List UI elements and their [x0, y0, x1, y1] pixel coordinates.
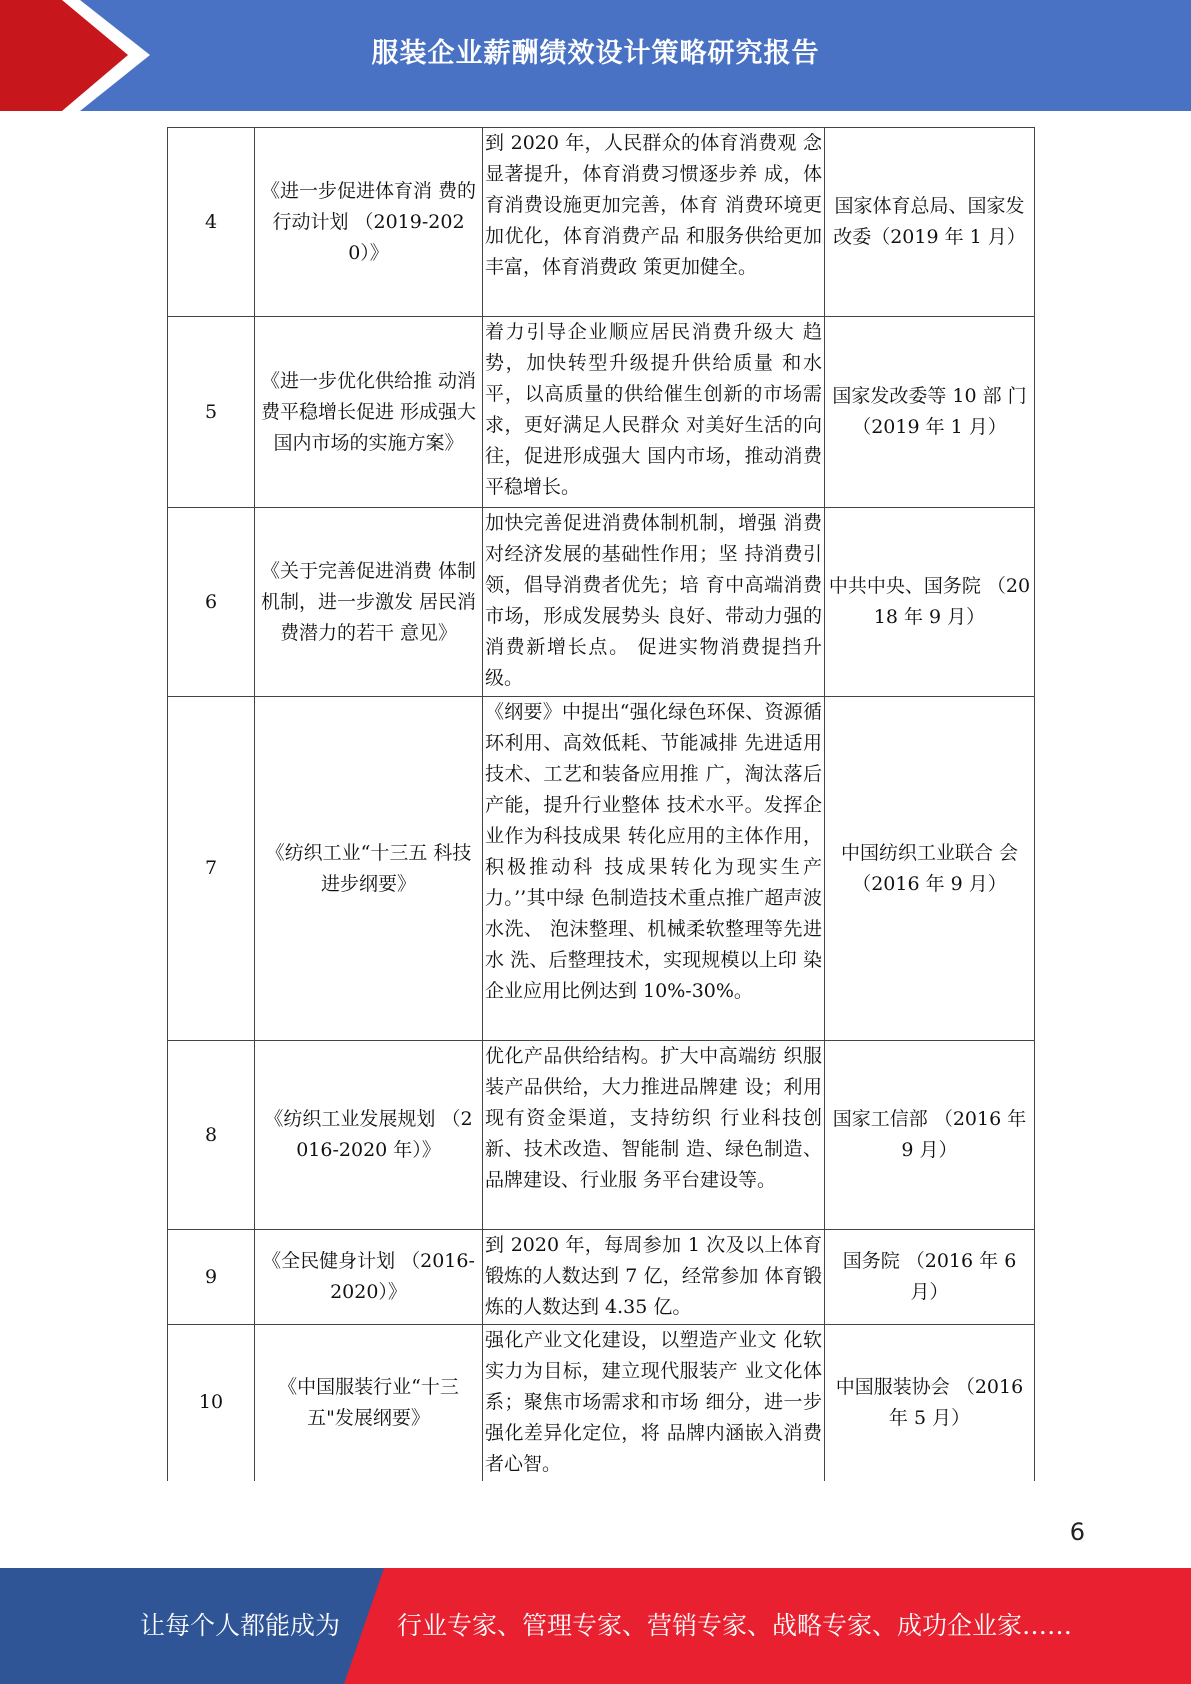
- policy-name: 《纺织工业“十三五 科技进步纲要》: [255, 697, 483, 1041]
- footer-slogan-left: 让每个人都能成为: [140, 1611, 341, 1640]
- page-header: [0, 0, 1191, 111]
- page-footer: [0, 1568, 1191, 1684]
- footer-slogan-right: 行业专家、管理专家、营销专家、战略专家、成功企业家……: [397, 1611, 1073, 1640]
- policy-content: 强化产业文化建设，以塑造产业文 化软实力为目标，建立现代服装产 业文化体系；聚焦市场需求和市场 细分，进一步强化差异化定位，将 品牌内涵嵌入消费者心智。: [483, 1325, 825, 1481]
- policy-name: 《纺织工业发展规划 （2016-2020 年）》: [255, 1041, 483, 1230]
- policy-issuer: 中共中央、国务院 （2018 年 9 月）: [825, 508, 1035, 697]
- policy-content: 到 2020 年，人民群众的体育消费观 念显著提升，体育消费习惯逐步养 成，体育消费设施更加完善，体育 消费环境更加优化，体育消费产品 和服务供给更加丰富，体育消费政 策更加健全。: [483, 128, 825, 317]
- policy-issuer: 中国纺织工业联合 会 （2016 年 9 月）: [825, 697, 1035, 1041]
- row-number: 9: [168, 1230, 255, 1325]
- table-row: [168, 1230, 1035, 1325]
- policy-content: 加快完善促进消费体制机制，增强 消费对经济发展的基础性作用；坚 持消费引领，倡导消费者优先；培 育中高端消费市场，形成发展势头 良好、带动力强的消费新增长点。 促进实物消费提挡升级。: [483, 508, 825, 697]
- policy-content: 着力引导企业顺应居民消费升级大 趋势，加快转型升级提升供给质量 和水平，以高质量的供给催生创新的市场需求，更好满足人民群众 对美好生活的向往，促进形成强大 国内市场，推动消费平稳增长。: [483, 317, 825, 508]
- row-number: 10: [168, 1325, 255, 1481]
- table-row: [168, 128, 1035, 317]
- policy-content: 到 2020 年，每周参加 1 次及以上体育锻炼的人数达到 7 亿，经常参加 体育锻炼的人数达到 4.35 亿。: [483, 1230, 825, 1325]
- row-number: 5: [168, 317, 255, 508]
- policy-issuer: 中国服装协会 （2016 年 5 月）: [825, 1325, 1035, 1481]
- table-row: [168, 1041, 1035, 1230]
- row-number: 8: [168, 1041, 255, 1230]
- table-row: [168, 508, 1035, 697]
- policy-name: 《中国服装行业“十三 五"发展纲要》: [255, 1325, 483, 1481]
- table-row: [168, 697, 1035, 1041]
- policy-issuer: 国家发改委等 10 部 门 （2019 年 1 月）: [825, 317, 1035, 508]
- row-number: 6: [168, 508, 255, 697]
- page-number: 6: [1069, 1518, 1085, 1546]
- table-row: [168, 317, 1035, 508]
- policy-issuer: 国家工信部 （2016 年 9 月）: [825, 1041, 1035, 1230]
- policy-name: 《进一步促进体育消 费的行动计划 （2019-2020）》: [255, 128, 483, 317]
- policy-issuer: 国务院 （2016 年 6 月）: [825, 1230, 1035, 1325]
- policy-issuer: 国家体育总局、国家发改委（2019 年 1 月）: [825, 128, 1035, 317]
- row-number: 7: [168, 697, 255, 1041]
- policy-name: 《进一步优化供给推 动消费平稳增长促进 形成强大国内市场的实施方案》: [255, 317, 483, 508]
- policy-table: [167, 127, 1035, 1481]
- policy-name: 《全民健身计划 （2016-2020）》: [255, 1230, 483, 1325]
- policy-name: 《关于完善促进消费 体制机制，进一步激发 居民消费潜力的若干 意见》: [255, 508, 483, 697]
- header-arrow-decoration: [0, 0, 160, 111]
- policy-content: 优化产品供给结构。扩大中高端纺 织服装产品供给，大力推进品牌建 设；利用现有资金渠道，支持纺织 行业科技创新、技术改造、智能制 造、绿色制造、品牌建设、行业服 务平台建设等。: [483, 1041, 825, 1230]
- policy-content: 《纲要》中提出“强化绿色环保、资源循环利用、高效低耗、节能减排 先进适用技术、工艺和装备应用推 广，淘汰落后产能，提升行业整体 技术水平。发挥企业作为科技成果 转化应用的主体作用，积极推动科 技成果转化为现实生产力。’’其中绿 色制造技术重点推广超声波水洗、 泡沫整理、机械柔软整理等先进水 洗、后整理技术，实现规模以上印 染企业应用比例达到 10%-30%。: [483, 697, 825, 1041]
- table-row: [168, 1325, 1035, 1481]
- row-number: 4: [168, 128, 255, 317]
- document-title: 服装企业薪酬绩效设计策略研究报告: [371, 37, 820, 69]
